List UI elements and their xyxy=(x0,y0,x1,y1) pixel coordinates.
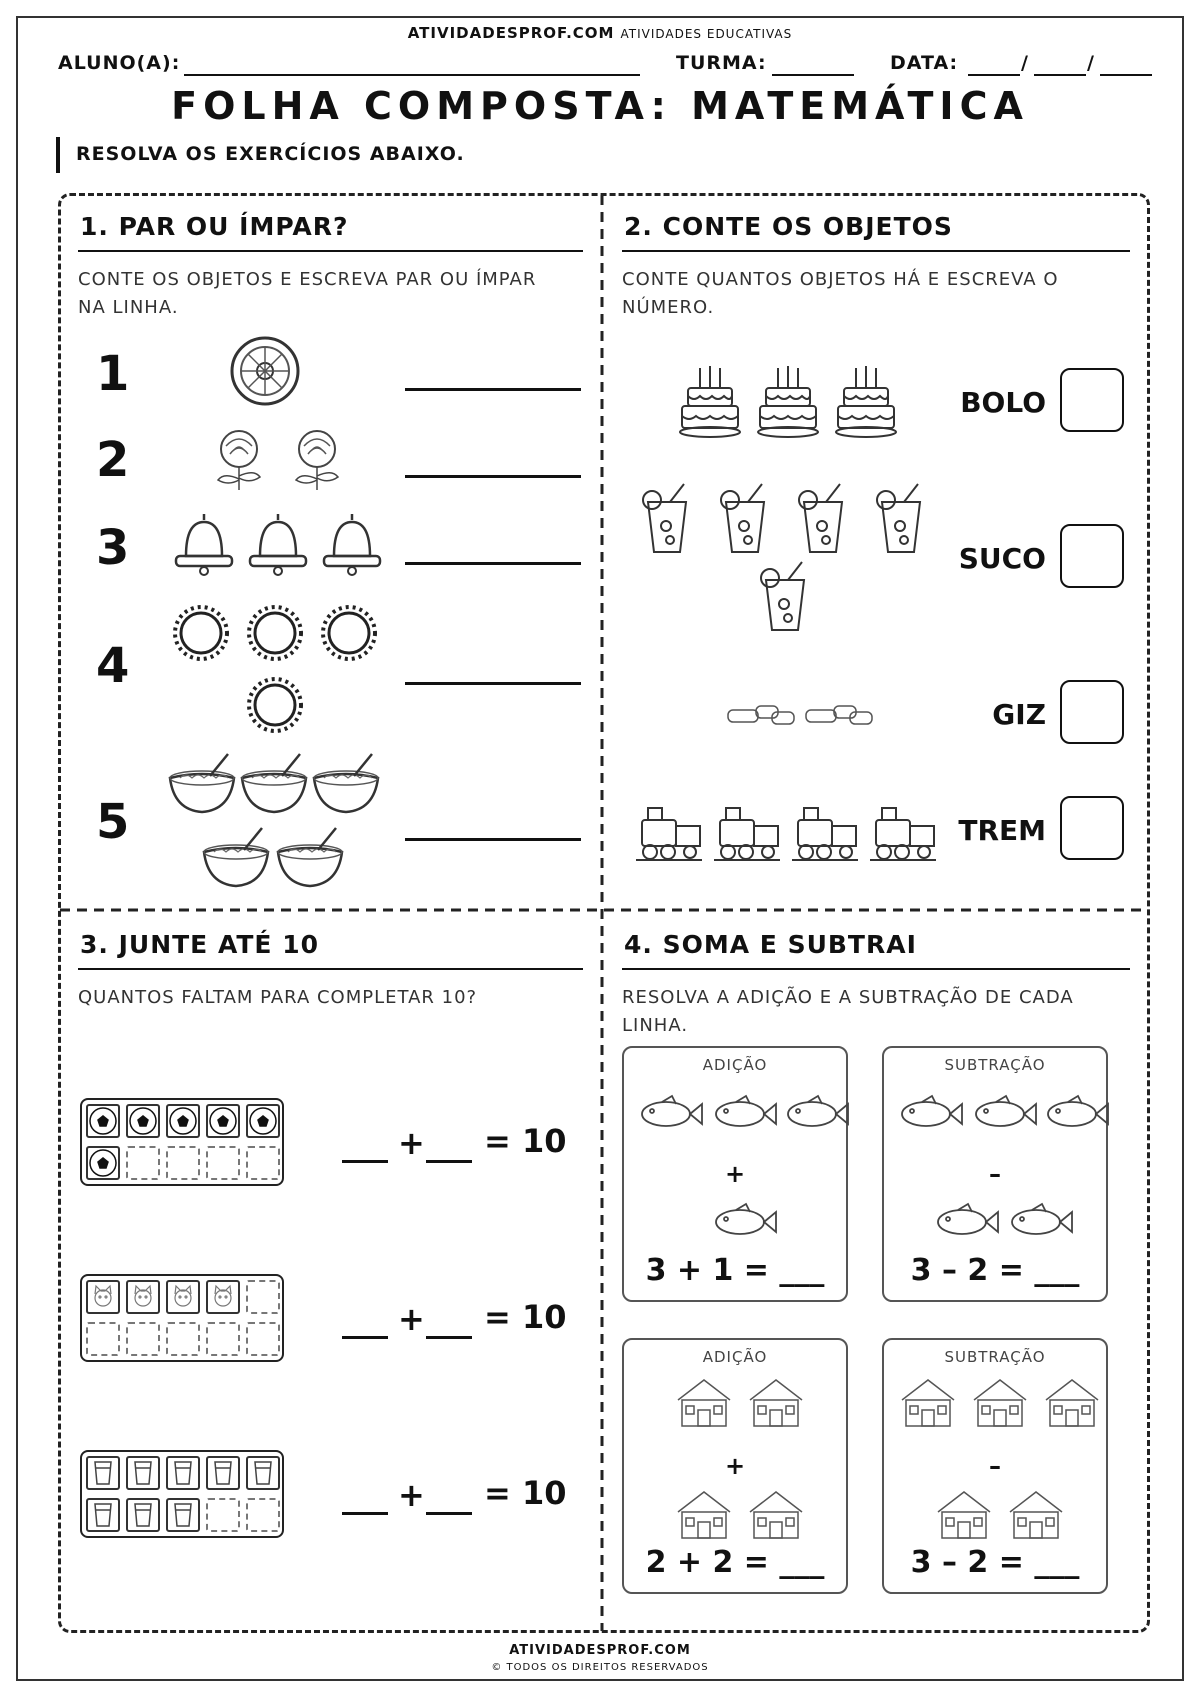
card-label: SUBTRAÇÃO xyxy=(944,1348,1046,1366)
row-number: 5 xyxy=(96,794,130,850)
operation-sign: – xyxy=(989,1452,1001,1480)
section4-rule xyxy=(622,968,1130,970)
equals-ten: = 10 xyxy=(484,1122,567,1160)
object-label-giz: GIZ xyxy=(992,698,1046,731)
section4-desc-line2: LINHA. xyxy=(622,1015,689,1036)
answer-line[interactable] xyxy=(405,475,581,478)
plus-sign: + xyxy=(398,1300,425,1338)
juice-icon xyxy=(718,484,774,556)
date-separator: / xyxy=(1021,52,1029,74)
train-icon xyxy=(868,798,938,864)
plus-sign: + xyxy=(398,1476,425,1514)
bell-icon xyxy=(320,510,384,576)
section3-title: 3. JUNTE ATÉ 10 xyxy=(80,930,319,959)
rose-icon xyxy=(282,424,352,494)
cat-icon-group xyxy=(86,1280,246,1320)
fish-icon-group xyxy=(890,1196,1110,1246)
answer-box-bolo[interactable] xyxy=(1060,368,1124,432)
addend-blank[interactable] xyxy=(342,1336,388,1339)
house-icon-group xyxy=(630,1488,850,1544)
answer-box-suco[interactable] xyxy=(1060,524,1124,588)
turma-label: TURMA: xyxy=(676,52,767,74)
train-icon xyxy=(712,798,782,864)
footer-rights: © TODOS OS DIREITOS RESERVADOS xyxy=(491,1662,709,1673)
train-icon xyxy=(790,798,860,864)
footer-site: ATIVIDADESPROF.COM xyxy=(509,1643,691,1658)
bowl-icon xyxy=(238,752,310,816)
row-number: 2 xyxy=(96,432,130,488)
section1-rule xyxy=(78,250,583,252)
rose-icon xyxy=(204,424,274,494)
juice-icon xyxy=(640,484,696,556)
juice-icon xyxy=(758,562,814,634)
addition-card xyxy=(622,1338,848,1594)
empty-cell xyxy=(166,1322,200,1356)
addend-blank[interactable] xyxy=(426,1160,472,1163)
bowl-icon xyxy=(200,826,272,890)
addend-blank[interactable] xyxy=(426,1336,472,1339)
house-icon-group xyxy=(890,1376,1110,1432)
sun-icon xyxy=(316,600,382,666)
plus-sign: + xyxy=(398,1124,425,1162)
fish-icon-group xyxy=(630,1088,850,1138)
juice-icon xyxy=(796,484,852,556)
bell-icon xyxy=(172,510,236,576)
answer-line[interactable] xyxy=(405,682,581,685)
equation[interactable]: 3 + 1 = ___ xyxy=(645,1253,825,1288)
page-title: FOLHA COMPOSTA: MATEMÁTICA xyxy=(171,84,1029,128)
bowl-icon xyxy=(274,826,346,890)
bell-icon xyxy=(246,510,310,576)
fish-icon-group xyxy=(630,1196,850,1246)
section1-desc-line2: NA LINHA. xyxy=(78,297,179,318)
sun-icon xyxy=(242,600,308,666)
site-name: ATIVIDADESPROF.COM xyxy=(407,24,615,42)
site-subtitle: ATIVIDADES EDUCATIVAS xyxy=(620,27,793,41)
addend-blank[interactable] xyxy=(342,1512,388,1515)
operation-sign: + xyxy=(724,1160,746,1188)
operation-sign: – xyxy=(989,1160,1001,1188)
answer-box-giz[interactable] xyxy=(1060,680,1124,744)
section1-desc-line1: CONTE OS OBJETOS E ESCREVA PAR OU ÍMPAR xyxy=(78,269,537,290)
addend-blank[interactable] xyxy=(342,1160,388,1163)
soccer-ball-icon-group xyxy=(86,1104,286,1188)
empty-cell xyxy=(86,1322,120,1356)
section3-description: QUANTOS FALTAM PARA COMPLETAR 10? xyxy=(78,987,478,1008)
object-label-suco: SUCO xyxy=(958,542,1046,575)
juice-icon xyxy=(874,484,930,556)
section4-desc-line1: RESOLVA A ADIÇÃO E A SUBTRAÇÃO DE CADA xyxy=(622,987,1074,1008)
answer-line[interactable] xyxy=(405,838,581,841)
section1-description xyxy=(78,266,536,322)
equation[interactable]: 3 – 2 = ___ xyxy=(910,1545,1080,1580)
card-label: SUBTRAÇÃO xyxy=(944,1056,1046,1074)
subtraction-card xyxy=(882,1338,1108,1594)
row-number: 3 xyxy=(96,520,130,576)
cake-icon xyxy=(834,366,898,438)
section2-desc-line2: NÚMERO. xyxy=(622,297,715,318)
empty-cell xyxy=(246,1322,280,1356)
glass-icon-group xyxy=(86,1456,286,1540)
row-number: 1 xyxy=(96,346,130,402)
empty-cell xyxy=(206,1322,240,1356)
equals-ten: = 10 xyxy=(484,1298,567,1336)
aluno-label: ALUNO(A): xyxy=(58,52,181,74)
wheel-icon xyxy=(230,336,300,406)
card-label: ADIÇÃO xyxy=(702,1348,768,1366)
sun-icon xyxy=(168,600,234,666)
subtraction-card xyxy=(882,1046,1108,1302)
cake-icon xyxy=(678,366,742,438)
chalk-icon xyxy=(804,698,874,730)
addend-blank[interactable] xyxy=(426,1512,472,1515)
instruction-text: RESOLVA OS EXERCÍCIOS ABAIXO. xyxy=(76,143,465,165)
row-number: 4 xyxy=(96,638,130,694)
section2-description xyxy=(622,266,1059,322)
data-label: DATA: xyxy=(890,52,959,74)
section1-title: 1. PAR OU ÍMPAR? xyxy=(80,212,349,241)
bowl-icon xyxy=(166,752,238,816)
object-label-trem: TREM xyxy=(958,814,1046,847)
answer-line[interactable] xyxy=(405,562,581,565)
card-label: ADIÇÃO xyxy=(702,1056,768,1074)
chalk-icon xyxy=(726,698,796,730)
cake-icon xyxy=(756,366,820,438)
addition-card xyxy=(622,1046,848,1302)
equals-ten: = 10 xyxy=(484,1474,567,1512)
train-icon xyxy=(634,798,704,864)
house-icon-group xyxy=(890,1488,1110,1544)
date-separator: / xyxy=(1087,52,1095,74)
bowl-icon xyxy=(310,752,382,816)
answer-box-trem[interactable] xyxy=(1060,796,1124,860)
empty-cell xyxy=(246,1280,280,1314)
object-label-bolo: BOLO xyxy=(960,386,1046,419)
fish-icon-group xyxy=(890,1088,1110,1138)
operation-sign: + xyxy=(724,1452,746,1480)
sun-icon xyxy=(242,672,308,738)
empty-cell xyxy=(126,1322,160,1356)
answer-line[interactable] xyxy=(405,388,581,391)
equation[interactable]: 2 + 2 = ___ xyxy=(645,1545,825,1580)
section3-rule xyxy=(78,968,583,970)
section2-rule xyxy=(622,250,1130,252)
section2-title: 2. CONTE OS OBJETOS xyxy=(624,212,953,241)
section4-description xyxy=(622,984,1074,1040)
section4-title: 4. SOMA E SUBTRAI xyxy=(624,930,917,959)
equation[interactable]: 3 – 2 = ___ xyxy=(910,1253,1080,1288)
house-icon-group xyxy=(630,1376,850,1432)
section2-desc-line1: CONTE QUANTOS OBJETOS HÁ E ESCREVA O xyxy=(622,269,1059,290)
